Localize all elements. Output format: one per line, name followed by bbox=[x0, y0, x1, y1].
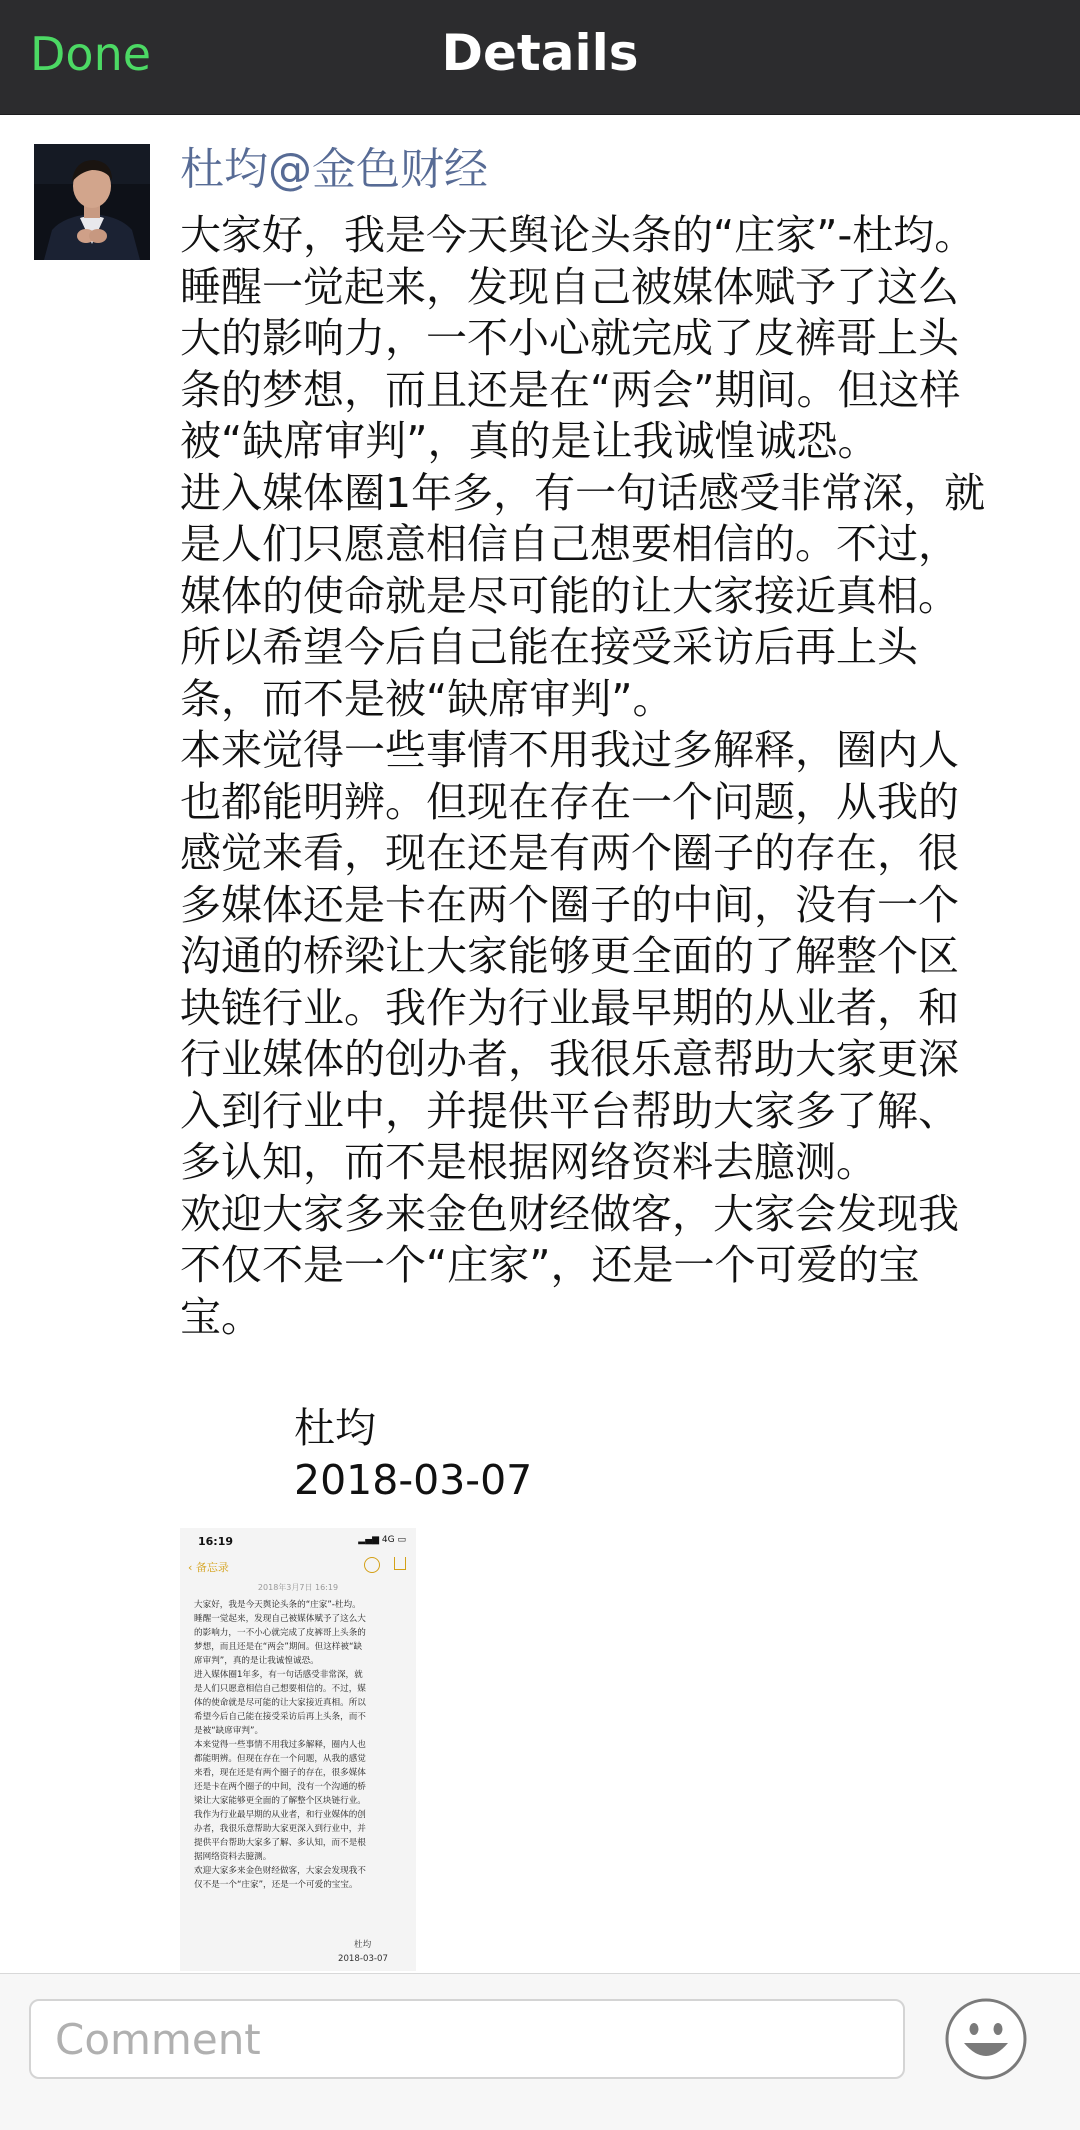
post-text-line: 进入媒体圈1年多，有一句话感受非常深，就 bbox=[180, 468, 986, 517]
thumbnail-signature bbox=[338, 1938, 388, 1966]
post-text-line: 不仅不是一个“庄家”，还是一个可爱的宝 bbox=[180, 1241, 920, 1289]
thumbnail-text-line: 的影响力，一不小心就完成了皮裤哥上头条的 bbox=[194, 1628, 366, 1638]
post-text-line: 欢迎大家多来金色财经做客，大家会发现我 bbox=[180, 1189, 959, 1238]
thumbnail-text-line: 希望今后自己能在接受采访后再上头条，而不 bbox=[194, 1712, 366, 1722]
post-text-line: 多认知，而不是根据网络资料去臆测。 bbox=[180, 1138, 877, 1186]
thumbnail-text-line: 欢迎大家多来金色财经做客，大家会发现我不 bbox=[194, 1866, 366, 1876]
smiley-face-icon bbox=[944, 1997, 1028, 2081]
thumbnail-status-bar bbox=[180, 1528, 416, 1552]
post-text-line: 多媒体还是卡在两个圈子的中间，没有一个 bbox=[180, 880, 959, 929]
share-icon bbox=[394, 1557, 406, 1570]
add-person-icon bbox=[364, 1557, 380, 1573]
thumbnail-text-line: 本来觉得一些事情不用我过多解释，圈内人也 bbox=[194, 1740, 366, 1750]
thumbnail-back-label: 备忘录 bbox=[195, 1561, 229, 1574]
thumbnail-text-line: 来看，现在还是有两个圈子的存在，很多媒体 bbox=[194, 1768, 366, 1778]
navigation-bar bbox=[0, 0, 1080, 115]
post-text-line: 行业媒体的创办者，我很乐意帮助大家更深 bbox=[180, 1035, 959, 1083]
thumbnail-text-line: 梁让大家能够更全面的了解整个区块链行业。 bbox=[194, 1796, 366, 1806]
thumbnail-text-line: 是人们只愿意相信自己想要相信的。不过，媒 bbox=[194, 1684, 366, 1694]
post-text-line: 是人们只愿意相信自己想要相信的。不过， bbox=[180, 520, 959, 568]
post-text-line: 被“缺席审判”，真的是让我诚惶诚恐。 bbox=[180, 417, 879, 465]
attached-image-thumbnail[interactable] bbox=[180, 1528, 416, 1971]
signature-date: 2018-03-07 bbox=[294, 1456, 533, 1504]
post-text-line: 感觉来看，现在还是有两个圈子的存在，很 bbox=[180, 829, 959, 877]
avatar-photo bbox=[34, 144, 150, 260]
thumbnail-text-line: 席审判”，真的是让我诚惶诚恐。 bbox=[194, 1656, 319, 1666]
emoji-button[interactable] bbox=[944, 1997, 1028, 2081]
thumbnail-text-line: 据网络资料去臆测。 bbox=[194, 1852, 272, 1862]
comment-bar bbox=[0, 1973, 1080, 2130]
thumbnail-text-line: 提供平台帮助大家多了解、多认知，而不是根 bbox=[194, 1838, 366, 1848]
post-text-line: 睡醒一觉起来，发现自己被媒体赋予了这么 bbox=[180, 262, 959, 311]
thumbnail-signature-name: 杜均 bbox=[354, 1940, 372, 1950]
thumbnail-text-line: 进入媒体圈1年多，有一句话感受非常深，就 bbox=[194, 1670, 363, 1680]
thumbnail-text-line: 大家好，我是今天舆论头条的“庄家”-杜均。 bbox=[194, 1600, 361, 1610]
post-text-line: 条的梦想，而且还是在“两会”期间。但这样 bbox=[180, 365, 961, 414]
thumbnail-text-line: 还是卡在两个圈子的中间，没有一个沟通的桥 bbox=[194, 1782, 366, 1792]
comment-input[interactable] bbox=[29, 1999, 905, 2079]
author-name[interactable]: 杜均@金色财经 bbox=[180, 144, 488, 195]
post-text-line: 块链行业。我作为行业最早期的从业者，和 bbox=[180, 983, 959, 1032]
post-body bbox=[180, 210, 1040, 1343]
thumbnail-text-line: 都能明辨。但现在存在一个问题，从我的感觉 bbox=[194, 1754, 366, 1764]
thumbnail-back-link: ‹ 备忘录 bbox=[188, 1561, 229, 1574]
done-button[interactable]: Done bbox=[30, 27, 152, 81]
post-text-line: 所以希望今后自己能在接受采访后再上头 bbox=[180, 623, 918, 671]
author-avatar[interactable] bbox=[34, 144, 150, 260]
thumbnail-text-line: 梦想，而且还是在“两会”期间。但这样被“缺 bbox=[194, 1642, 363, 1652]
post-signature bbox=[294, 1402, 532, 1506]
post-text-line: 入到行业中，并提供平台帮助大家多了解、 bbox=[180, 1086, 959, 1135]
thumbnail-status-time: 16:19 bbox=[198, 1535, 234, 1548]
thumbnail-note-text bbox=[194, 1598, 406, 1892]
post-text-line: 媒体的使命就是尽可能的让大家接近真相。 bbox=[180, 571, 959, 620]
post-text-line: 大家好，我是今天舆论头条的“庄家”-杜均。 bbox=[180, 211, 976, 259]
post-text-line: 沟通的桥梁让大家能够更全面的了解整个区 bbox=[180, 932, 959, 980]
thumbnail-text-line: 办者，我很乐意帮助大家更深入到行业中，并 bbox=[194, 1824, 366, 1834]
thumbnail-toolbar bbox=[180, 1554, 416, 1578]
thumbnail-text-line: 仅不是一个“庄家”，还是一个可爱的宝宝。 bbox=[194, 1880, 358, 1890]
thumbnail-text-line: 是被“缺席审判”。 bbox=[194, 1726, 264, 1736]
page-title: Details bbox=[441, 24, 639, 82]
post-text-line: 大的影响力，一不小心就完成了皮裤哥上头 bbox=[180, 314, 959, 362]
thumbnail-text-line: 体的使命就是尽可能的让大家接近真相。所以 bbox=[194, 1698, 366, 1708]
post-text-line: 条，而不是被“缺席审判”。 bbox=[180, 674, 674, 723]
signal-battery-icon: ▂▄▆ 4G ▭ bbox=[358, 1535, 406, 1545]
signature-name: 杜均 bbox=[294, 1404, 376, 1452]
thumbnail-note-date: 2018年3月7日 16:19 bbox=[257, 1583, 339, 1592]
post-text-line: 宝。 bbox=[180, 1292, 262, 1341]
post-text-line: 本来觉得一些事情不用我过多解释，圈内人 bbox=[180, 726, 959, 774]
thumbnail-signature-date: 2018-03-07 bbox=[338, 1954, 388, 1964]
thumbnail-text-line: 我作为行业最早期的从业者，和行业媒体的创 bbox=[194, 1810, 366, 1820]
post-text-line: 也都能明辨。但现在存在一个问题，从我的 bbox=[180, 777, 959, 826]
thumbnail-text-line: 睡醒一觉起来，发现自己被媒体赋予了这么大 bbox=[194, 1614, 366, 1624]
